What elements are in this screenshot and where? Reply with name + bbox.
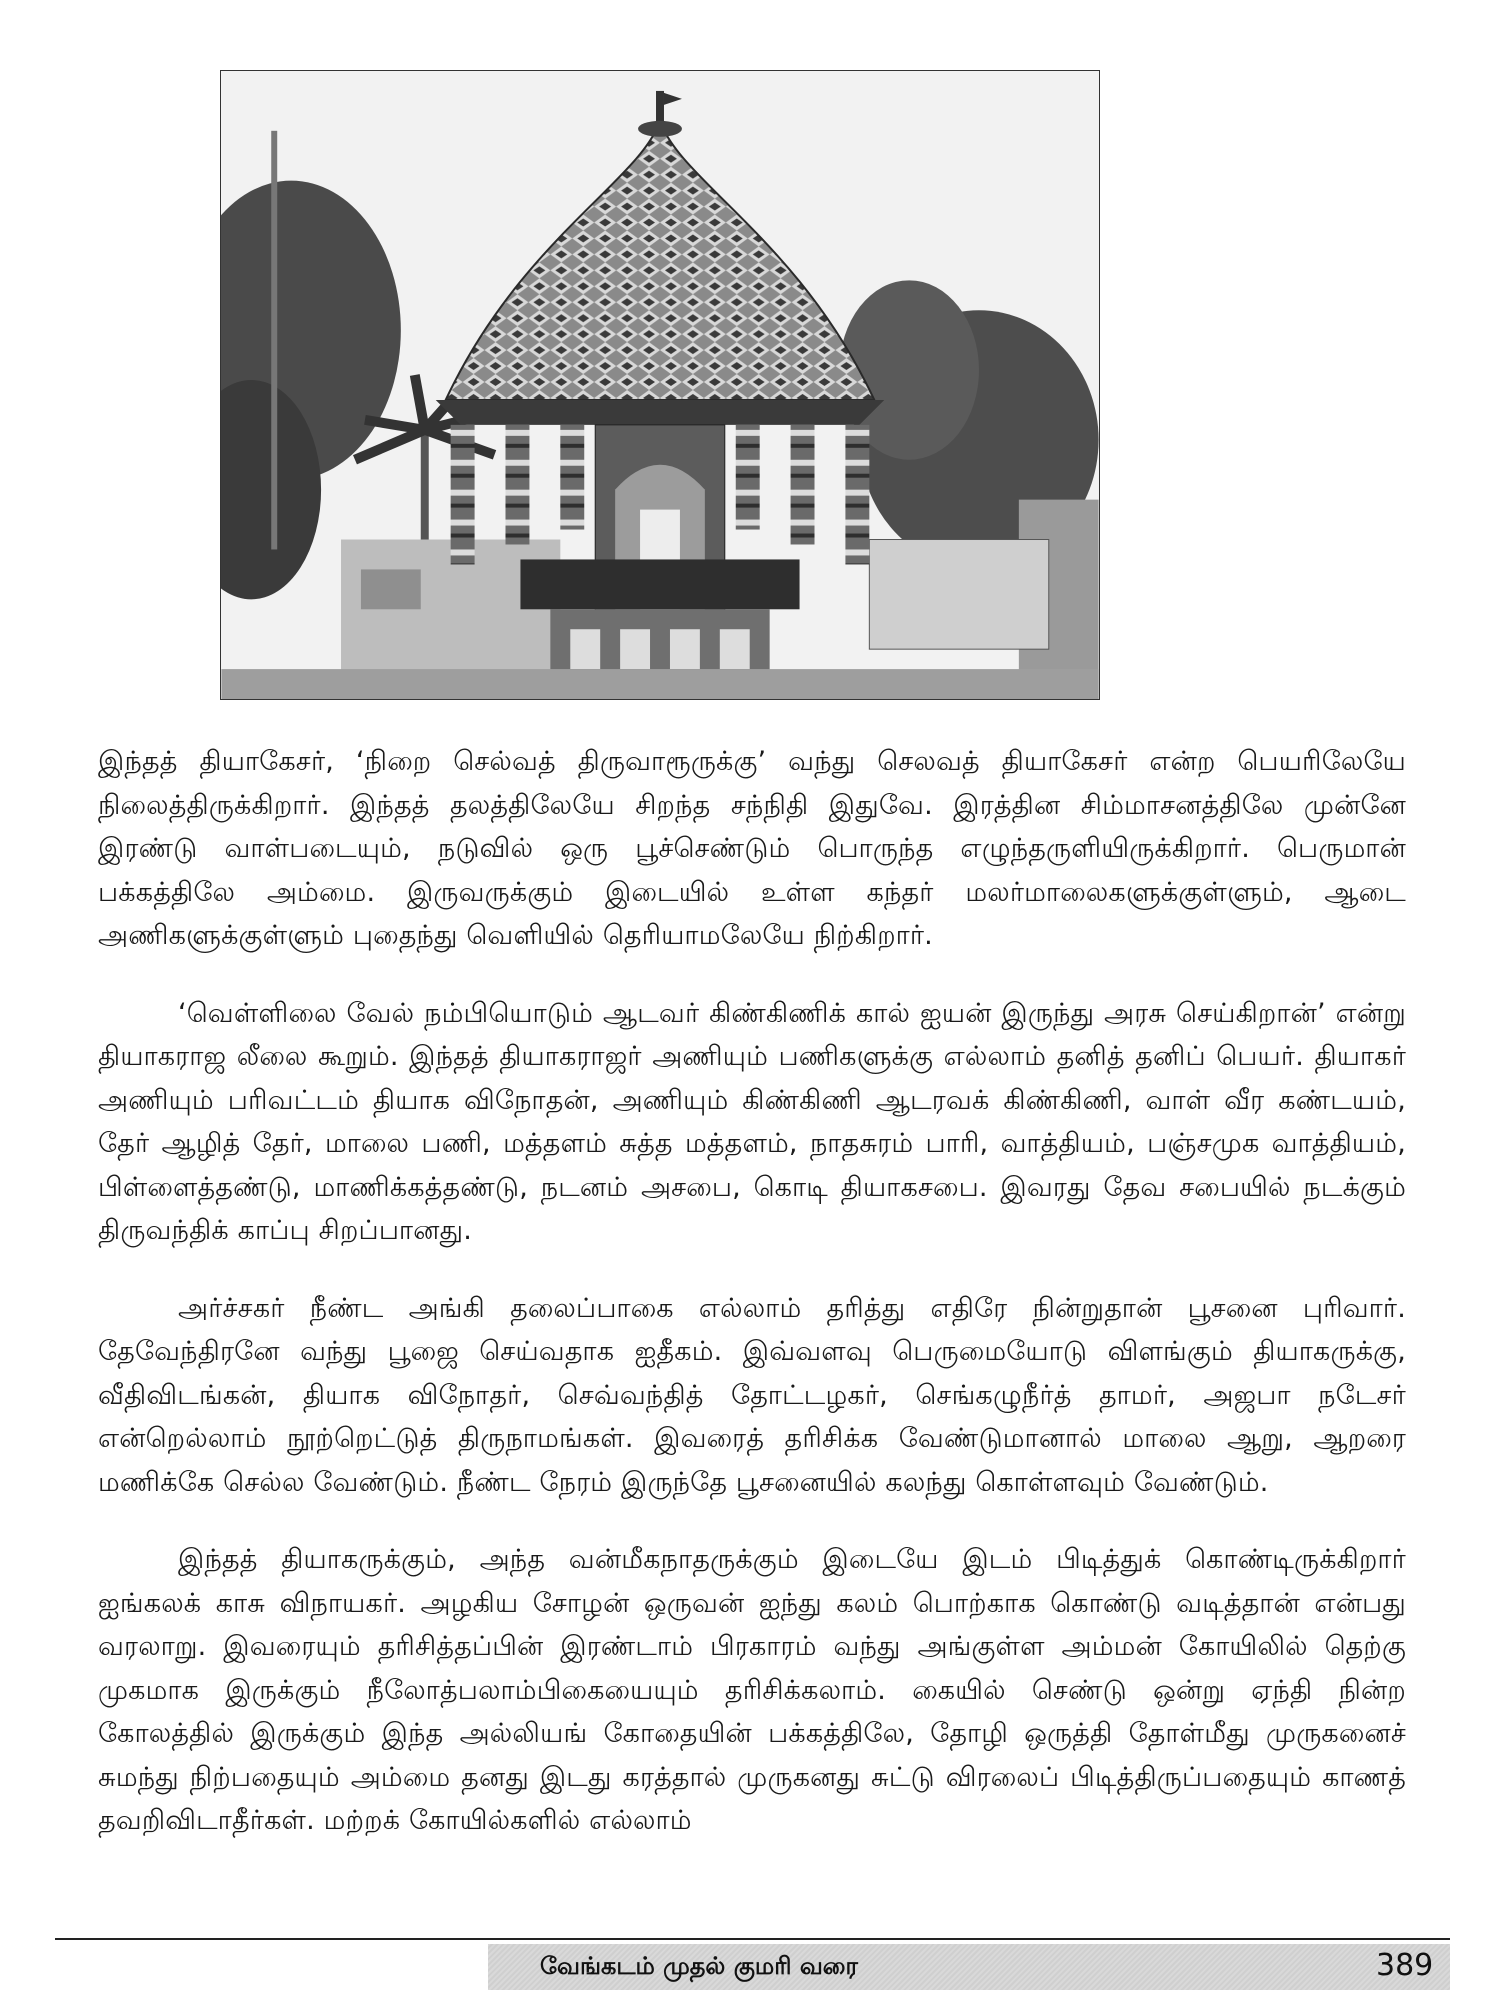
paragraph: அர்ச்சகர் நீண்ட அங்கி தலைப்பாகை எல்லாம் தரித்து எதிரே நின்றுதான் பூசனை புரிவார். தேவேந்திரனே வந்து பூஜை செய்வதாக ஐதீகம். இவ்வளவு பெருமையோடு விளங்கும் தியாகருக்கு, வீதிவிடங்கன், தியாக விநோதர், செவ்வந்தித் தோட்டழகர், செங்கழுநீர்த் தாமர், அஜபா நடேசர் என்றெல்லாம் நூற்றெட்டுத் திருநாமங்கள். இவரைத் தரிசிக்க வேண்டுமானால் மாலை ஆறு, ஆறரை மணிக்கே செல்ல வேண்டும். நீண்ட நேரம் இருந்தே பூசனையில் கலந்து கொள்ளவும் வேண்டும். bbox=[98, 1292, 1406, 1498]
article-body bbox=[98, 740, 1406, 1877]
paragraph: இந்தத் தியாகருக்கும், அந்த வன்மீகநாதருக்கும் இடையே இடம் பிடித்துக் கொண்டிருக்கிறார் ஐங்கலக் காசு விநாயகர். அழகிய சோழன் ஒருவன் ஐந்து கலம் பொற்காக கொண்டு வடித்தான் என்பது வரலாறு. இவரையும் தரிசித்தப்பின் இரண்டாம் பிரகாரம் வந்து அங்குள்ள அம்மன் கோயிலில் தெற்கு முகமாக இருக்கும் நீலோத்பலாம்பிகையையும் தரிசிக்கலாம். கையில் செண்டு ஒன்று ஏந்தி நின்ற கோலத்தில் இருக்கும் இந்த அல்லியங் கோதையின் பக்கத்திலே, தோழி ஒருத்தி தோள்மீது முருகனைச் சுமந்து நிற்பதையும் அம்மை தனது இடது கரத்தால் முருகனது சுட்டு விரலைப் பிடித்திருப்பதையும் காணத் தவறிவிடாதீர்கள். மற்றக் கோயில்களில் எல்லாம் bbox=[98, 1544, 1406, 1836]
paragraph: இந்தத் தியாகேசர், ‘நிறை செல்வத் திருவாரூருக்கு’ வந்து செலவத் தியாகேசர் என்ற பெயரிலேயே நிலைத்திருக்கிறார். இந்தத் தலத்திலேயே சிறந்த சந்நிதி இதுவே. இரத்தின சிம்மாசனத்திலே முன்னே இரண்டு வாள்படையும், நடுவில் ஒரு பூச்செண்டும் பொருந்த எழுந்தருளியிருக்கிறார். பெருமான் பக்கத்திலே அம்மை. இருவருக்கும் இடையில் உள்ள கந்தர் மலர்மாலைகளுக்குள்ளும், ஆடை அணிகளுக்குள்ளும் புதைந்து வெளியில் தெரியாமலேயே நிற்கிறார். bbox=[98, 746, 1406, 951]
book-title: வேங்கடம் முதல் குமரி வரை bbox=[540, 1952, 858, 1980]
paragraph: ‘வெள்ளிலை வேல் நம்பியொடும் ஆடவர் கிண்கிணிக் கால் ஐயன் இருந்து அரசு செய்கிறான்’ என்று தியாகராஜ லீலை கூறும். இந்தத் தியாகராஜர் அணியும் பணிகளுக்கு எல்லாம் தனித் தனிப் பெயர். தியாகர் அணியும் பரிவட்டம் தியாக விநோதன், அணியும் கிண்கிணி ஆடரவக் கிண்கிணி, வாள் வீர கண்டயம், தேர் ஆழித் தேர், மாலை பணி, மத்தளம் சுத்த மத்தளம், நாதசுரம் பாரி, வாத்தியம், பஞ்சமுக வாத்தியம், பிள்ளைத்தண்டு, மாணிக்கத்தண்டு, நடனம் அசபை, கொடி தியாகசபை. இவரது தேவ சபையில் நடக்கும் திருவந்திக் காப்பு சிறப்பானது. bbox=[98, 997, 1406, 1246]
page-number: 389 bbox=[1376, 1948, 1434, 1983]
temple-chariot-photo bbox=[220, 70, 1100, 700]
footer-divider bbox=[55, 1938, 1450, 1940]
